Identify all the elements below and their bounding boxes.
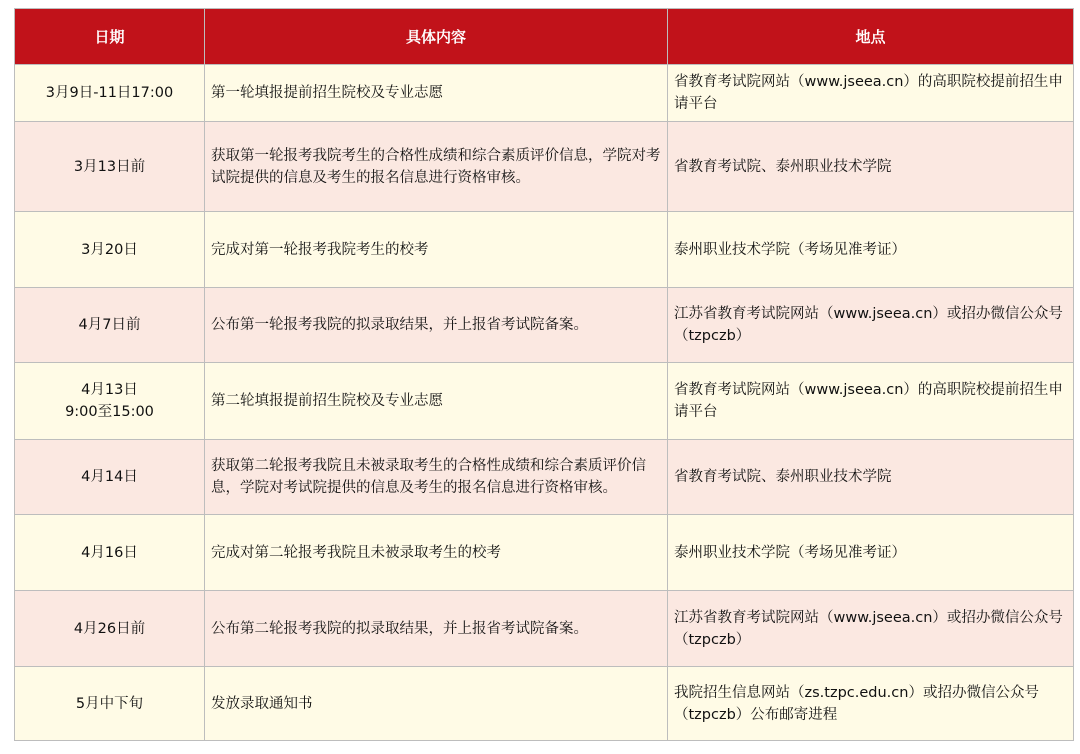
table-row [15, 591, 1074, 667]
cell-date: 5月中下旬 [15, 667, 205, 741]
cell-content: 公布第二轮报考我院的拟录取结果，并上报省考试院备案。 [205, 591, 668, 667]
cell-date: 4月14日 [15, 440, 205, 515]
table-row [15, 122, 1074, 212]
cell-content: 第一轮填报提前招生院校及专业志愿 [205, 65, 668, 122]
cell-date: 4月7日前 [15, 288, 205, 363]
cell-date: 4月13日 9:00至15:00 [15, 363, 205, 440]
cell-place: 泰州职业技术学院（考场见准考证） [668, 212, 1074, 288]
cell-place: 省教育考试院网站（www.jseea.cn）的高职院校提前招生申请平台 [668, 363, 1074, 440]
table-row [15, 440, 1074, 515]
schedule-table [14, 8, 1074, 741]
cell-date: 3月13日前 [15, 122, 205, 212]
table-row [15, 363, 1074, 440]
cell-place: 省教育考试院、泰州职业技术学院 [668, 122, 1074, 212]
cell-place: 省教育考试院、泰州职业技术学院 [668, 440, 1074, 515]
cell-place: 我院招生信息网站（zs.tzpc.edu.cn）或招办微信公众号（tzpczb）公布邮寄进程 [668, 667, 1074, 741]
cell-place: 省教育考试院网站（www.jseea.cn）的高职院校提前招生申请平台 [668, 65, 1074, 122]
table-row [15, 515, 1074, 591]
cell-date: 3月20日 [15, 212, 205, 288]
table-header-row [15, 9, 1074, 65]
cell-content: 发放录取通知书 [205, 667, 668, 741]
cell-place: 江苏省教育考试院网站（www.jseea.cn）或招办微信公众号（tzpczb） [668, 591, 1074, 667]
header-date: 日期 [15, 9, 205, 65]
cell-content: 获取第二轮报考我院且未被录取考生的合格性成绩和综合素质评价信息，学院对考试院提供的信息及考生的报名信息进行资格审核。 [205, 440, 668, 515]
cell-content: 获取第一轮报考我院考生的合格性成绩和综合素质评价信息，学院对考试院提供的信息及考生的报名信息进行资格审核。 [205, 122, 668, 212]
cell-place: 泰州职业技术学院（考场见准考证） [668, 515, 1074, 591]
cell-place: 江苏省教育考试院网站（www.jseea.cn）或招办微信公众号（tzpczb） [668, 288, 1074, 363]
table-row [15, 667, 1074, 741]
header-place: 地点 [668, 9, 1074, 65]
table-row [15, 212, 1074, 288]
cell-content: 公布第一轮报考我院的拟录取结果，并上报省考试院备案。 [205, 288, 668, 363]
header-content: 具体内容 [205, 9, 668, 65]
table-row [15, 288, 1074, 363]
cell-content: 完成对第二轮报考我院且未被录取考生的校考 [205, 515, 668, 591]
cell-date: 3月9日-11日17:00 [15, 65, 205, 122]
cell-date: 4月26日前 [15, 591, 205, 667]
cell-date: 4月16日 [15, 515, 205, 591]
cell-content: 完成对第一轮报考我院考生的校考 [205, 212, 668, 288]
table-row [15, 65, 1074, 122]
cell-content: 第二轮填报提前招生院校及专业志愿 [205, 363, 668, 440]
schedule-table-wrapper [14, 8, 1073, 741]
